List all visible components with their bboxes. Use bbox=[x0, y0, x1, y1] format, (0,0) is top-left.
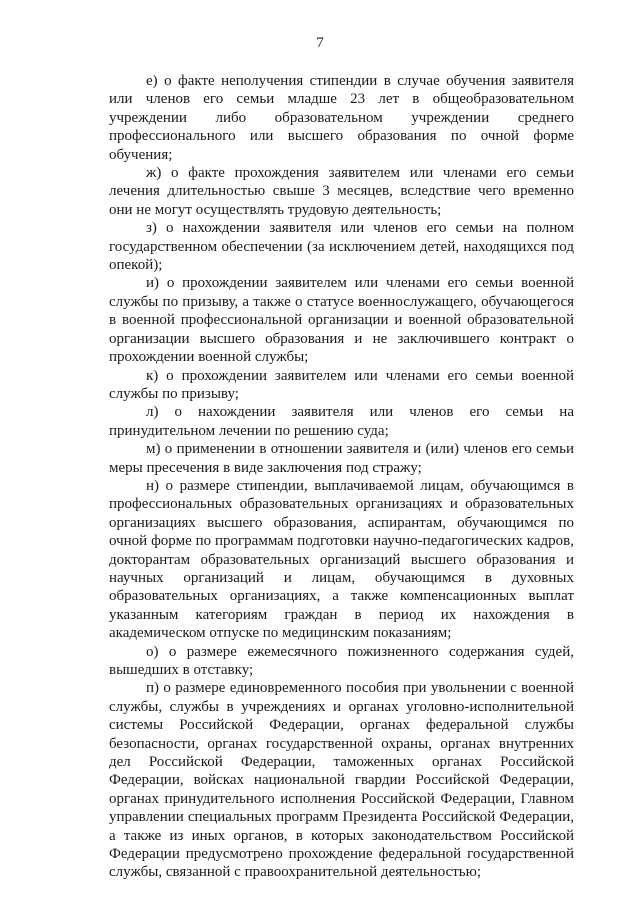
paragraph-e: е) о факте неполучения стипендии в случае обучения заявителя или членов его семьи младше 23 лет в общеобразовательном учреждении либо образовательном учреждении среднего профессионального или высшего образования по очной форме обучения; bbox=[109, 73, 574, 163]
paragraph-o: о) о размере ежемесячного пожизненного содержания судей, вышедших в отставку; bbox=[109, 643, 574, 678]
paragraph-l: л) о нахождении заявителя или членов его семьи на принудительном лечении по решению суда; bbox=[109, 404, 574, 439]
paragraph-k: к) о прохождении заявителем или членами его семьи военной службы по призыву; bbox=[109, 367, 574, 402]
page-number: 7 bbox=[316, 35, 324, 51]
paragraph-i: и) о прохождении заявителем или членами его семьи военной службы по призыву, а также о статусе военнослужащего, обучающегося в военной профессиональной организации и военной образовательной организации высшего образования и не заключившего контракт о прохождении военной службы; bbox=[109, 275, 574, 366]
document-body bbox=[109, 72, 574, 882]
paragraph-zh: ж) о факте прохождения заявителем или членами его семьи лечения длительностью свыше 3 месяцев, вследствие чего временно они не могут осуществлять трудовую деятельность; bbox=[109, 165, 574, 218]
paragraph-z: з) о нахождении заявителя или членов его семьи на полном государственном обеспечении (за исключением детей, находящихся под опекой); bbox=[109, 220, 574, 274]
paragraph-n: н) о размере стипендии, выплачиваемой лицам, обучающимся в профессиональных образовательных организациях и образовательных организациях высшего образования, аспирантам, обучающимся по очной форме по программам подготовки научно-педагогических кадров, докторантам образовательных организаций высшего образования и научных организаций и лицам, обучающимся в духовных образовательных организациях, а также компенсационных выплат указанным категориям граждан в период их нахождения в академическом отпуске по медицинским показаниям; bbox=[109, 477, 574, 642]
paragraph-p: п) о размере единовременного пособия при увольнении с военной службы, службы в учреждениях и органах уголовно-исполнительной системы Российской Федерации, органах федеральной службы безопасности, органах государственной охраны, органах внутренних дел Российской Федерации, таможенных органах Российской Федерации, войсках национальной гвардии Российской Федерации, органах принудительного исполнения Российской Федерации, Главном управлении специальных программ Президента Российской Федерации, а также из иных органов, в которых законодательством Российской Федерации предусмотрено прохождение федеральной государственной службы, связанной с правоохранительной деятельностью; bbox=[109, 680, 574, 881]
paragraph-m: м) о применении в отношении заявителя и (или) членов его семьи меры пресечения в виде заключения под стражу; bbox=[109, 441, 574, 476]
